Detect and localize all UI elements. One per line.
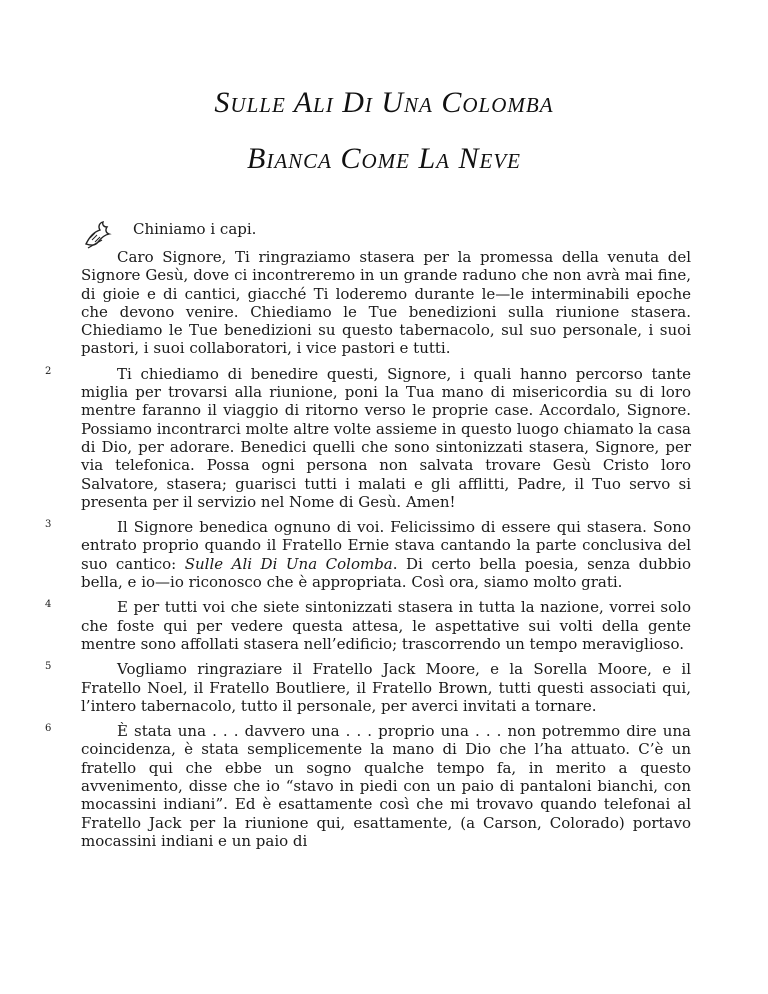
paragraph-2 [45, 364, 691, 511]
paragraph-text: E per tutti voi che siete sintonizzati stasera in tutta la nazione, vorrei solo che foste qui per vedere questa attesa, le aspettative sui volti della gente mentre sono affollati stasera nell’edificio; trascorrendo un tempo meraviglioso. [81, 598, 691, 653]
paragraph-number: 2 [45, 365, 52, 377]
paragraph-text: È stata una . . . davvero una . . . proprio una . . . non potremmo dire una coincidenza, è stata semplicemente la mano di Dio che l’ha attuato. C’è un fratello qui che ebbe un sogno qualche tempo fa, in merito a questo avvenimento, disse che io “stavo in piedi con un paio di pantaloni bianchi, con mocassini indiani”. Ed è esattamente così che mi trovavo quando telefonai al Fratello Jack per la riunione qui, esattamente, (a Carson, Colorado) portavo mocassini indiani e un paio di [81, 722, 691, 850]
paragraph-text: Vogliamo ringraziare il Fratello Jack Moore, e la Sorella Moore, e il Fratello Noel, il Fratello Boutliere, il Fratello Brown, tutti questi associati qui, l’intero tabernacolo, tutto il personale, per averci invitati a tornare. [81, 660, 691, 715]
title-text-2: Bianca Come La Neve [247, 142, 521, 175]
song-title: Sulle Ali Di Una Colomba [184, 554, 393, 573]
paragraph-6 [45, 722, 691, 850]
title-line-2 [0, 142, 768, 176]
paragraph-text: . Di certo bella poesia, senza dubbio bella, e io—io riconosco che è appropriata. Così ora, siamo molto grati. [81, 554, 691, 592]
paragraph-number: 5 [45, 661, 52, 673]
paragraph-1 [81, 248, 691, 358]
title-text-1: Sulle Ali Di Una Colomba [214, 86, 554, 119]
paragraph-number: 3 [45, 519, 52, 531]
paragraph-text: Ti chiediamo di benedire questi, Signore, i quali hanno percorso tante miglia per trovarsi alla riunione, poni la Tua mano di misericordia su di loro mentre faranno il viaggio di ritorno verso le proprie case. Accordalo, Signore. Possiamo incontrarci molte altre volte assieme in questo luogo chiamato la casa di Dio, per adorare. Benedici quelli che sono sintonizzati stasera, Signore, per via telefonica. Possa ogni persona non salvata trovare Gesù Cristo loro Salvatore, stasera; guarisci tutti i malati e gli afflitti, Padre, il Tuo servo si presenta per il servizio nel Nome di Gesù. Amen! [81, 364, 691, 511]
body-text [45, 248, 691, 857]
paragraph-number: 6 [45, 723, 52, 735]
paragraph-5 [45, 660, 691, 715]
title-line-1 [0, 86, 768, 120]
paragraph-text: Caro Signore, Ti ringraziamo stasera per la promessa della venuta del Signore Gesù, dove ci incontreremo in un grande raduno che non avrà mai fine, di gioie e di cantici, giacché Ti loderemo durante le—le interminabili epoche che devono venire. Chiediamo le Tue benedizioni sulla riunione stasera. Chiediamo le Tue benedizioni su questo tabernacolo, sul suo personale, i suoi pastori, i suoi collaboratori, i vice pastori e tutti. [81, 248, 691, 358]
dove-icon [82, 218, 116, 252]
paragraph-3 [45, 518, 691, 592]
paragraph-text: Il Signore benedica ognuno di voi. Felicissimo di essere qui stasera. Sono entrato proprio quando il Fratello Ernie stava cantando la parte conclusiva del suo cantico: [81, 518, 691, 573]
paragraph-opening: Chiniamo i capi. [133, 220, 257, 238]
paragraph-4 [45, 598, 691, 653]
paragraph-number: 4 [45, 599, 52, 611]
